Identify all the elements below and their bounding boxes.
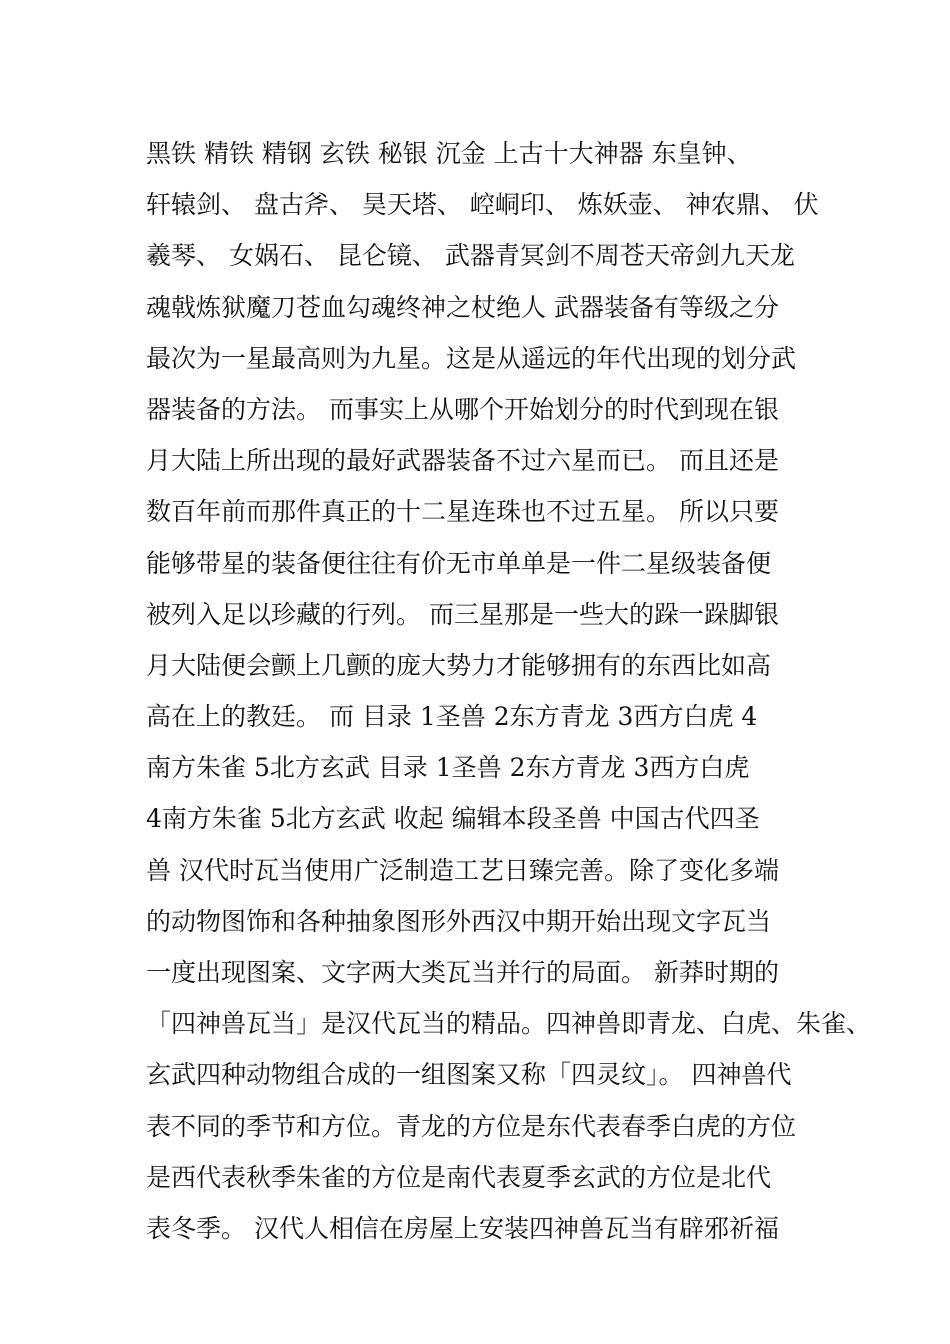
text-line: 一度出现图案、文字两大类瓦当并行的局面。 新莽时期的: [146, 958, 779, 987]
text-line: 月大陆上所出现的最好武器装备不过六星而已。 而且还是: [146, 446, 779, 476]
text-line: 轩辕剑、 盘古斧、 昊天塔、 崆峒印、 炼妖壶、 神农鼎、 伏: [146, 190, 819, 220]
text-line: 最次为一星最高则为九星。这是从遥远的年代出现的划分武: [146, 343, 797, 373]
text-line: 的动物图饰和各种抽象图形外西汉中期开始出现文字瓦当: [146, 906, 772, 936]
text-line: 4南方朱雀 5北方玄武 收起 编辑本段圣兽 中国古代四圣: [146, 804, 760, 834]
text-line: 能够带星的装备便往往有价无市单单是一件二星级装备便: [146, 548, 772, 578]
text-line: 黑铁 精铁 精钢 玄铁 秘银 沉金 上古十大神器 东皇钟、: [146, 139, 752, 168]
text-line: 「四神兽瓦当」是汉代瓦当的精品。四神兽即青龙、白虎、朱雀、: [146, 1009, 872, 1039]
text-line: 高在上的教廷。 而 目录 1圣兽 2东方青龙 3西方白虎 4: [146, 702, 758, 732]
text-line: 数百年前而那件真正的十二星连珠也不过五星。 所以只要: [146, 497, 779, 527]
text-line: 器装备的方法。 而事实上从哪个开始划分的时代到现在银: [146, 394, 779, 424]
body-text: [146, 128, 872, 1254]
text-line: 表冬季。 汉代人相信在房屋上安装四神兽瓦当有辟邪祈福: [146, 1213, 779, 1243]
text-line: 玄武四种动物组合成的一组图案又称「四灵纹」。 四神兽代: [146, 1060, 792, 1090]
text-line: 表不同的季节和方位。青龙的方位是东代表春季白虎的方位: [146, 1111, 797, 1141]
text-line: 羲琴、 女娲石、 昆仑镜、 武器青冥剑不周苍天帝剑九天龙: [146, 241, 795, 271]
text-line: 魂戟炼狱魔刀苍血勾魂终神之杖绝人 武器装备有等级之分: [146, 292, 779, 322]
text-line: 兽 汉代时瓦当使用广泛制造工艺日臻完善。除了变化多端: [146, 855, 779, 885]
text-line: 南方朱雀 5北方玄武 目录 1圣兽 2东方青龙 3西方白虎: [146, 753, 750, 783]
text-line: 是西代表秋季朱雀的方位是南代表夏季玄武的方位是北代: [146, 1162, 772, 1192]
text-line: 月大陆便会颤上几颤的庞大势力才能够拥有的东西比如高: [146, 650, 772, 680]
text-line: 被列入足以珍藏的行列。 而三星那是一些大的跺一跺脚银: [146, 599, 779, 629]
